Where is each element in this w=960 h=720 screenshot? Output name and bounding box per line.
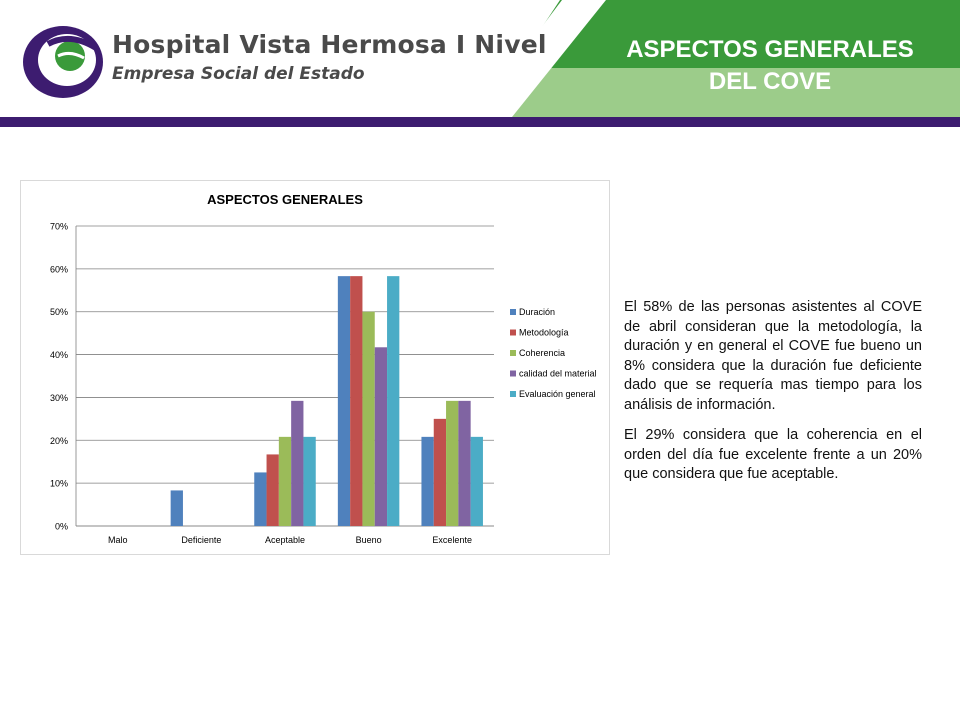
bar (303, 437, 315, 526)
hospital-subtitle: Empresa Social del Estado (112, 64, 365, 84)
bar (279, 437, 291, 526)
bar (350, 276, 362, 526)
legend-swatch (510, 391, 516, 397)
header-banner (0, 0, 960, 130)
x-tick-label: Deficiente (181, 535, 222, 545)
paragraph-1: El 58% de las personas asistentes al COVE de abril consideran que la metodología, la duración y en general el COVE fue bueno un 8% considera que la duración fue deficiente dado que se requería mas tiempo para los análisis de información. (624, 299, 922, 413)
bar (375, 347, 387, 526)
y-tick-label: 40% (49, 350, 68, 361)
y-tick-label: 0% (54, 521, 68, 532)
x-tick-label: Bueno (355, 535, 382, 545)
paragraph-2: El 29% considera que la coherencia en el orden del día fue excelente frente a un 20% que considera que fue aceptable. (624, 427, 922, 482)
bar (254, 472, 266, 526)
page-title-line1: ASPECTOS GENERALES (626, 36, 914, 63)
y-tick-label: 70% (49, 221, 68, 232)
x-tick-label: Malo (108, 535, 128, 545)
legend-label: calidad del material (519, 368, 597, 379)
bar (362, 312, 374, 526)
logo-icon (18, 14, 108, 104)
legend-label: Evaluación general (519, 389, 596, 399)
chart-title: ASPECTOS GENERALES (207, 192, 363, 207)
page-title-line2: DEL COVE (708, 68, 832, 95)
y-tick-label: 30% (49, 392, 68, 403)
legend-swatch (510, 309, 516, 315)
bar (291, 401, 303, 526)
y-tick-label: 20% (49, 435, 68, 446)
bar-chart (20, 180, 610, 555)
x-tick-label: Excelente (432, 535, 472, 545)
y-tick-label: 50% (49, 307, 68, 318)
legend-label: Metodología (519, 327, 569, 338)
bar (338, 276, 350, 526)
y-tick-label: 60% (49, 264, 68, 275)
legend-swatch (510, 371, 516, 377)
legend-swatch (510, 330, 516, 336)
legend-label: Duración (519, 307, 556, 317)
bar (446, 401, 458, 526)
bar (421, 437, 433, 526)
bar (267, 454, 279, 526)
chart-container (20, 180, 610, 555)
bar (458, 401, 470, 526)
x-tick-label: Aceptable (264, 535, 306, 545)
legend-label: Coherencia (519, 348, 566, 358)
bar (471, 437, 483, 526)
y-tick-label: 10% (49, 478, 68, 489)
page-title (590, 34, 950, 98)
analysis-text (624, 298, 922, 496)
bar (387, 276, 399, 526)
bar (171, 490, 183, 526)
legend-swatch (510, 350, 516, 356)
purple-bar (0, 117, 960, 127)
bar (434, 419, 446, 526)
hospital-name: Hospital Vista Hermosa I Nivel (112, 30, 547, 59)
